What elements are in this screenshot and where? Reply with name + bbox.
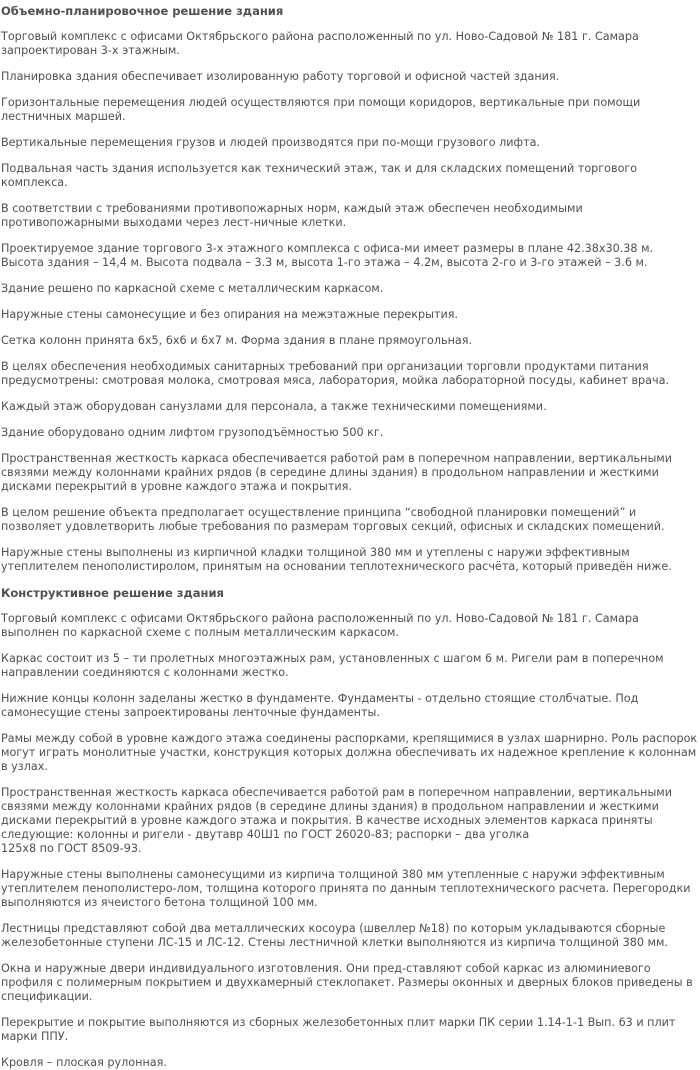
paragraph: Здание решено по каркасной схеме с металлическим каркасом. [1,282,384,295]
paragraph: Лестницы представляют собой два металлических косоура (швеллер №18) по которым укладываются сборные железобетонные ступени ЛС-15 и ЛС-12. Стены лестничной клетки выполняются из кирпича толщиной 380 мм. [1,922,668,949]
paragraph: Каждый этаж оборудован санузлами для персонала, а также техническими помещениями. [1,400,547,413]
paragraph: Кровля – плоская рулонная. [1,1056,167,1069]
paragraph: Наружные стены выполнены самонесущими из кирпича толщиной 380 мм утепленные с наружи эффективным утеплителем пенополистеро-лом, толщина которого принята по данным теплотехнического расчета. Перегородки выполняются из ячеистого бетона толщиной 100 мм. [1,868,691,909]
paragraph: Подвальная часть здания используется как технический этаж, так и для складских помещений торгового комплекса. [1,162,638,189]
paragraph: Планировка здания обеспечивает изолированную работу торговой и офисной частей здания. [1,70,560,83]
section-heading: Конструктивное решение здания [1,586,224,600]
paragraph: Наружные стены выполнены из кирпичной кладки толщиной 380 мм и утеплены с наружи эффективным утеплителем пенополистиролом, принятым на основании теплотехнического расчёта, который приведён ниже. [1,546,672,573]
section-structural [1,586,699,1070]
paragraph: Нижние концы колонн заделаны жестко в фундаменте. Фундаменты - отдельно стоящие столбчатые. Под самонесущие стены запроектированы ленточные фундаменты. [1,692,639,719]
paragraph: Каркас состоит из 5 – ти пролетных многоэтажных рам, установленных с шагом 6 м. Ригели рам в поперечном направлении соединяются с колоннами жестко. [1,652,664,679]
paragraph: Здание оборудовано одним лифтом грузоподъёмностью 500 кг. [1,426,384,439]
paragraph: Наружные стены самонесущие и без опирания на межэтажные перекрытия. [1,308,459,321]
paragraph: Проектируемое здание торгового 3-х этажного комплекса с офиса-ми имеет размеры в плане 42.38х30.38 м. Высота здания – 14,4 м. Высота подвала – 3.3 м, высота 1-го этажа – 4.2м, высота 2-го и 3-го этажей – 3.6 м. [1,242,654,269]
paragraph: Торговый комплекс с офисами Октябрьского района расположенный по ул. Ново-Садовой № 181 г. Самара выполнен по каркасной схеме с полным металлическим каркасом. [1,612,639,639]
paragraph: В соответствии с требованиями противопожарных норм, каждый этаж обеспечен необходимыми противопожарными выходами через лест-ничные клетки. [1,202,583,229]
paragraph: Пространственная жесткость каркаса обеспечивается работой рам в поперечном направлении, вертикальными связями между колоннами крайних рядов (в середине длины здания) в продольном направлении и жесткими дисками перекрытий в уровне каждого этажа и покрытия. [1,452,673,493]
paragraph: Рамы между собой в уровне каждого этажа соединены распорками, крепящимися в узлах шарнирно. Роль распорок могут играть монолитные участки, конструкция которых должна обеспечивать их надежное крепление к колоннам в узлах. [1,732,698,773]
section-heading: Объемно-планировочное решение здания [1,4,284,18]
paragraph: Торговый комплекс с офисами Октябрьского района расположенный по ул. Ново-Садовой № 181 г. Самара запроектирован 3-х этажным. [1,30,639,57]
paragraph: Вертикальные перемещения грузов и людей производятся при по-мощи грузового лифта. [1,136,541,149]
paragraph: Горизонтальные перемещения людей осуществляются при помощи коридоров, вертикальные при помощи лестничных маршей. [1,96,641,123]
paragraph: Сетка колонн принята 6х5, 6х6 и 6х7 м. Форма здания в плане прямоугольная. [1,334,473,347]
paragraph: Окна и наружные двери индивидуального изготовления. Они пред-ставляют собой каркас из алюминиевого профиля с полимерным покрытием и двухкамерный стеклопакет. Размеры оконных и дверных блоков приведены в спецификации. [1,962,693,1003]
paragraph: В целях обеспечения необходимых санитарных требований при организации торговли продуктами питания предусмотрены: смотровая молока, смотровая мяса, лаборатория, мойка лабораторной посуды, кабинет врача. [1,360,670,387]
paragraph: В целом решение объекта предполагает осуществление принципа “свободной планировки помещений” и позволяет удовлетворить любые требования по размерам торговых секций, офисных и складских помещений. [1,506,665,533]
section-space-planning [1,4,699,574]
paragraph: Перекрытие и покрытие выполняются из сборных железобетонных плит марки ПК серии 1.14-1-1 Вып. 63 и плит марки ППУ. [1,1016,676,1043]
paragraph: Пространственная жесткость каркаса обеспечивается работой рам в поперечном направлении, вертикальными связями между колоннами крайних рядов (в середине длины здания) в продольном направлении и жесткими дисками перекрытий в уровне каждого этажа и покрытия. В качестве исходных элементов каркаса приняты следующие: колонны и ригели - двутавр 40Ш1 по ГОСТ 26020-83; распорки – два уголка 125х8 по ГОСТ 8509-93. [1,786,673,855]
